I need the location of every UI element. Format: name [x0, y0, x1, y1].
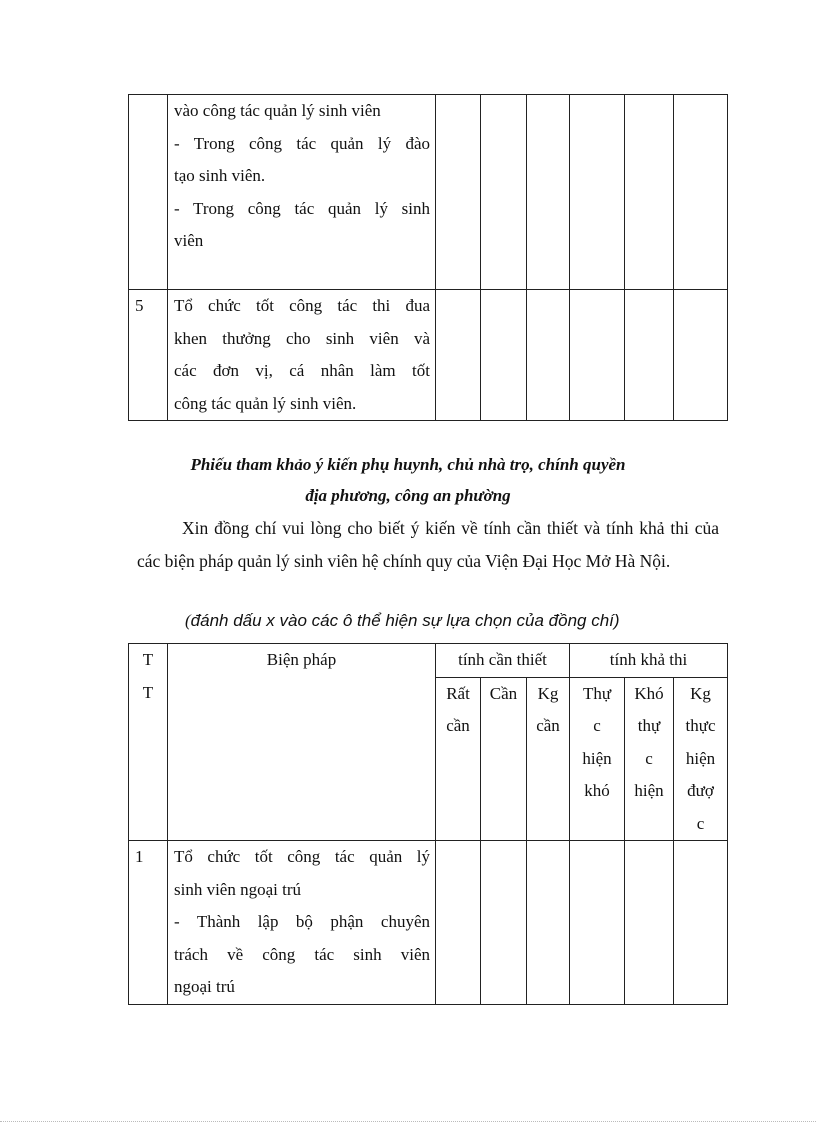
subheader-line: đượ — [687, 781, 714, 800]
subheader-not-necessary — [527, 677, 570, 841]
table-header-row — [129, 644, 728, 678]
header-tt-line: T — [142, 650, 154, 669]
subheader-hard-to-implement — [570, 677, 625, 841]
measure-line: công tác quản lý sinh viên. — [174, 393, 357, 413]
survey-intro-text: Xin đồng chí vui lòng cho biết ý kiến về tính cần thiết và tính khả thi của các biện pháp quản lý sinh viên hệ chính quy của Viện Đại Học Mở Hà Nội. — [137, 518, 719, 571]
row-number: 5 — [129, 290, 168, 421]
measure-cell — [168, 290, 436, 421]
measure-line: các đơn vị, cá nhân làm tốt — [174, 361, 430, 380]
checkbox-cell[interactable] — [527, 290, 570, 421]
header-necessity: tính cần thiết — [436, 644, 570, 678]
subheader-difficult — [625, 677, 674, 841]
subheader-very-necessary — [436, 677, 481, 841]
subheader-line: cần — [536, 716, 560, 735]
subheader-line: hiện — [634, 781, 664, 800]
checkbox-cell[interactable] — [436, 841, 481, 1005]
table-row — [129, 290, 728, 421]
survey-title-line1: Phiếu tham khảo ý kiến phụ huynh, chủ nhà trọ, chính quyền — [190, 455, 626, 474]
measure-line: Tổ chức tốt công tác thi đua — [174, 296, 430, 315]
survey-note — [185, 611, 620, 631]
header-feasibility: tính khả thi — [570, 644, 728, 678]
subheader-line: cần — [446, 716, 470, 735]
subheader-line: Kg — [537, 683, 559, 703]
checkbox-cell[interactable] — [570, 841, 625, 1005]
page-bottom-rule — [0, 1121, 816, 1122]
subheader-line: thực — [685, 716, 716, 735]
measure-line: khen thưởng cho sinh viên và — [174, 328, 430, 348]
checkbox-cell[interactable] — [570, 290, 625, 421]
subheader-necessary — [481, 677, 527, 841]
header-tt — [129, 644, 168, 841]
measure-cell — [168, 95, 436, 290]
subheader-line: Khó — [634, 683, 664, 703]
subheader-line: Kg — [690, 683, 711, 703]
checkbox-cell[interactable] — [481, 841, 527, 1005]
criteria-table-continued — [128, 94, 728, 421]
subheader-line: Rất — [446, 683, 470, 703]
checkbox-cell[interactable] — [674, 841, 728, 1005]
subheader-line: Thự — [582, 683, 612, 703]
measure-line: viên — [174, 231, 204, 250]
note-text: đánh dấu x vào các ô thể hiện sự lựa chọn của đồng chí) — [190, 611, 620, 630]
checkbox-cell[interactable] — [527, 841, 570, 1005]
checkbox-cell[interactable] — [625, 841, 674, 1005]
subheader-line: thự — [637, 716, 661, 735]
measure-line: sinh viên ngoại trú — [174, 879, 302, 899]
survey-title-line2: địa phương, công an phường — [305, 486, 511, 505]
checkbox-cell[interactable] — [436, 95, 481, 290]
measure-line: trách về công tác sinh viên — [174, 944, 430, 964]
checkbox-cell[interactable] — [625, 95, 674, 290]
survey-table — [128, 643, 728, 1005]
subheader-line: hiện — [582, 748, 612, 768]
measure-line: - Thành lập bộ phận chuyên — [174, 912, 430, 931]
measure-line: - Trong công tác quản lý đào — [174, 133, 430, 153]
table-row — [129, 841, 728, 1005]
header-tt-line: T — [142, 682, 154, 702]
checkbox-cell[interactable] — [625, 290, 674, 421]
measure-line: ngoại trú — [174, 977, 235, 996]
measure-cell — [168, 841, 436, 1005]
row-number: 1 — [129, 841, 168, 1005]
subheader-line: khó — [584, 781, 610, 800]
subheader-line: c — [645, 748, 653, 768]
subheader-line: Cần — [489, 683, 518, 703]
subheader-line: c — [593, 716, 601, 735]
checkbox-cell[interactable] — [527, 95, 570, 290]
checkbox-cell[interactable] — [674, 95, 728, 290]
checkbox-cell[interactable] — [436, 290, 481, 421]
note-open-paren: ( — [185, 611, 191, 630]
measure-line: - Trong công tác quản lý sinh — [174, 198, 430, 218]
table-row — [129, 95, 728, 290]
measure-line: Tổ chức tốt công tác quản lý — [174, 847, 430, 866]
survey-intro — [137, 512, 719, 577]
measure-line: vào công tác quản lý sinh viên — [174, 101, 381, 120]
subheader-line: hiện — [685, 748, 716, 768]
checkbox-cell[interactable] — [570, 95, 625, 290]
checkbox-cell[interactable] — [481, 290, 527, 421]
subheader-line: c — [696, 813, 705, 833]
row-number — [129, 95, 168, 290]
checkbox-cell[interactable] — [674, 290, 728, 421]
measure-line: tạo sinh viên. — [174, 166, 266, 185]
header-measure: Biện pháp — [168, 644, 436, 841]
checkbox-cell[interactable] — [481, 95, 527, 290]
subheader-not-feasible — [674, 677, 728, 841]
